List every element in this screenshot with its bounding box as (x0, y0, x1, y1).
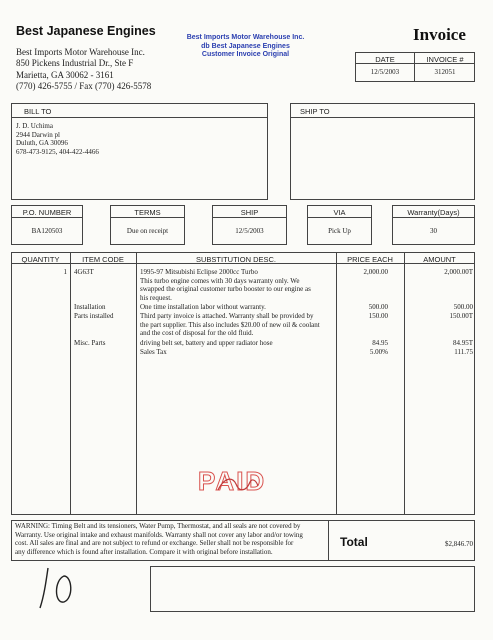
warning-line: cost. All sales are final and are not subject to refund or exchange. Seller shall not be responsible for (15, 539, 294, 548)
handwritten-number (30, 558, 90, 618)
bill-to-phone: 678-473-9125, 404-422-4466 (16, 147, 99, 156)
table-row-price (340, 339, 388, 356)
table-row-qty: 1 (63, 268, 67, 276)
table-row-price: 500.00 (368, 303, 388, 311)
desc-line: Sales Tax (140, 347, 167, 356)
price-each-header: PRICE EACH (347, 255, 393, 264)
customer-original-stamp (183, 34, 308, 60)
invoice-number-label: INVOICE # (426, 55, 464, 64)
tax-rate: 5.00% (369, 347, 388, 356)
invoice-number: 312051 (434, 68, 456, 76)
desc-line: 1995-97 Mitsubishi Eclipse 2000cc Turbo (140, 268, 258, 276)
desc-line: his request. (140, 293, 172, 302)
paid-signature (214, 472, 264, 498)
desc-line: This turbo engine comes with 30 days warranty only. We (140, 276, 300, 285)
date-label: DATE (375, 55, 395, 64)
tax-amount: 111.75 (454, 347, 473, 356)
table-row-code: Misc. Parts (74, 339, 106, 347)
stamp-line3: Customer Invoice Original (201, 51, 290, 58)
amount-header: AMOUNT (423, 255, 456, 264)
bill-to-city: Duluth, GA 30096 (16, 139, 68, 148)
ship-header: SHIP (240, 208, 259, 217)
total-label: Total (340, 535, 368, 549)
bill-to-address (16, 122, 99, 156)
terms-header: TERMS (134, 208, 161, 217)
po-number-header: P.O. NUMBER (22, 208, 72, 217)
desc-line: and the cost of disposal for the old fluid. (140, 329, 254, 338)
po-number-value: BA120503 (31, 227, 63, 235)
warning-line: WARNING: Timing Belt and its tensioners, Water Pump, Thermostat, and all seals are not covered by (15, 522, 301, 530)
via-header: VIA (333, 208, 346, 217)
table-row-desc (140, 339, 335, 356)
handwriting-strokes (30, 558, 90, 618)
invoice-date: 12/5/2003 (370, 68, 400, 76)
table-row-amount: 2,000.00T (444, 268, 473, 276)
table-row-desc (140, 303, 335, 312)
stamp-line1: Best Imports Motor Warehouse Inc. (186, 34, 305, 41)
bill-to-label: BILL TO (24, 107, 52, 116)
company-phone: (770) 426-5755 / Fax (770) 426-5578 (16, 81, 152, 91)
table-row-desc (140, 312, 335, 338)
desc-line: Third party invoice is attached. Warranty shall be provided by (140, 312, 314, 320)
invoice-title: Invoice (413, 25, 466, 44)
company-address-line1: Best Imports Motor Warehouse Inc. (16, 47, 145, 57)
amount-value: 84.95T (452, 339, 473, 347)
desc-line: the part supplier. This also includes $20.00 of new oil & coolant (140, 320, 320, 329)
warranty-header: Warranty(Days) (407, 208, 460, 217)
terms-value: Due on receipt (126, 227, 169, 235)
warning-line: any difference which is found after installation. Compare it with original before installation. (15, 547, 273, 556)
bill-to-street: 2944 Darwin pl (16, 130, 60, 139)
table-row-amount: 150.00T (449, 312, 473, 320)
description-header: SUBSTITUTION DESC. (195, 255, 276, 264)
desc-line: driving belt set, battery and upper radiator hose (140, 339, 273, 347)
table-row-desc (140, 268, 335, 302)
table-row-price: 150.00 (368, 312, 388, 320)
table-row-code: Parts installed (74, 312, 114, 320)
warning-text (15, 522, 330, 556)
desc-line: One time installation labor without warranty. (140, 303, 266, 311)
table-row-amount (406, 339, 473, 356)
table-row-code: 4G63T (74, 268, 94, 276)
item-code-header: ITEM CODE (82, 255, 124, 264)
bill-to-name: J. D. Uchima (16, 122, 53, 130)
ship-value: 12/5/2003 (235, 227, 264, 235)
quantity-header: QUANTITY (21, 255, 60, 264)
company-address-line3: Marietta, GA 30062 - 3161 (16, 70, 114, 80)
table-row-code: Installation (74, 303, 106, 311)
warranty-value: 30 (430, 227, 437, 235)
via-value: Pick Up (328, 227, 351, 235)
total-value: $2,846.70 (445, 540, 473, 548)
stamp-line2: db Best Japanese Engines (201, 42, 290, 50)
price-value: 84.95 (372, 339, 388, 347)
notes-box (150, 566, 475, 612)
paid-stamp: PAID (198, 466, 267, 496)
desc-line: swapped the original customer turbo booster to our engine as (140, 285, 311, 294)
company-address-line2: 850 Pickens Industrial Dr., Ste F (16, 58, 134, 68)
table-row-price: 2,000.00 (363, 268, 388, 276)
warning-line: Warranty. Use original intake and exhaust manifolds. Warranty shall not cover any labor and/or towing (15, 530, 303, 539)
company-name: Best Japanese Engines (16, 24, 156, 38)
table-row-amount: 500.00 (453, 303, 473, 311)
ship-to-label: SHIP TO (300, 107, 330, 116)
